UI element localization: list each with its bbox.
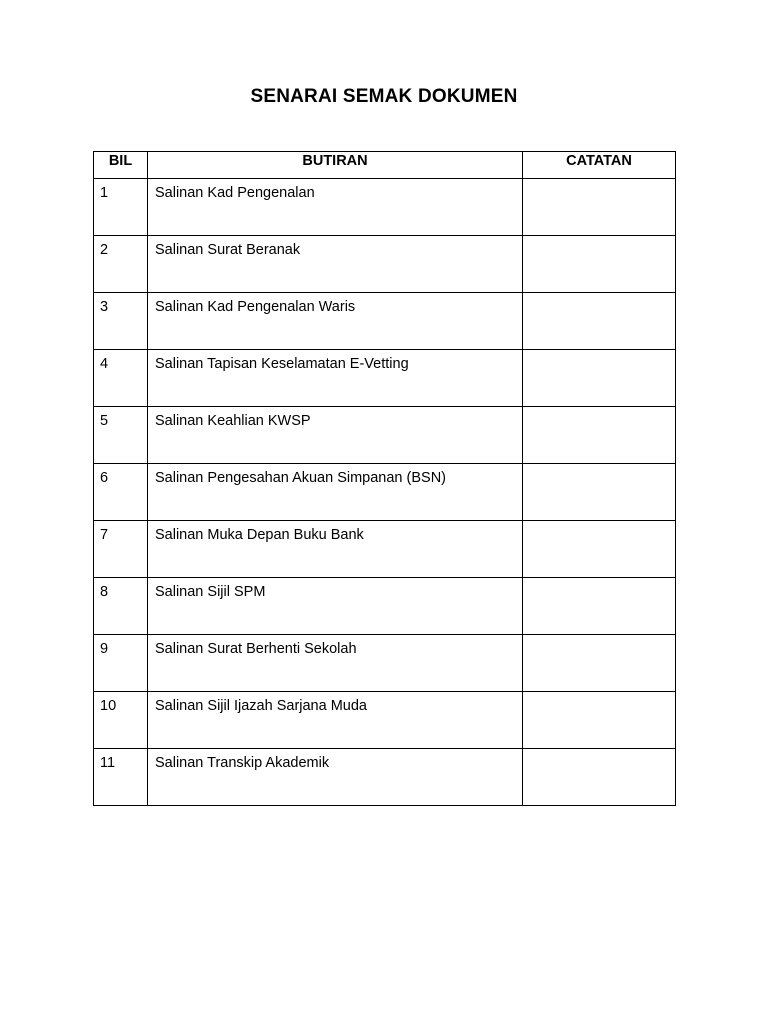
row-item: Salinan Surat Beranak — [148, 236, 523, 293]
row-number: 5 — [94, 407, 148, 464]
table-row — [94, 179, 676, 236]
table-row — [94, 464, 676, 521]
header-catatan: CATATAN — [523, 152, 676, 179]
row-note[interactable] — [523, 578, 676, 635]
row-number: 2 — [94, 236, 148, 293]
row-item: Salinan Kad Pengenalan — [148, 179, 523, 236]
row-item: Salinan Surat Berhenti Sekolah — [148, 635, 523, 692]
checklist-table — [93, 151, 676, 806]
row-note[interactable] — [523, 692, 676, 749]
row-number: 1 — [94, 179, 148, 236]
row-number: 9 — [94, 635, 148, 692]
row-note[interactable] — [523, 350, 676, 407]
row-note[interactable] — [523, 236, 676, 293]
header-butiran: BUTIRAN — [148, 152, 523, 179]
row-item: Salinan Kad Pengenalan Waris — [148, 293, 523, 350]
row-number: 3 — [94, 293, 148, 350]
table-row — [94, 293, 676, 350]
table-row — [94, 350, 676, 407]
row-note[interactable] — [523, 464, 676, 521]
row-item: Salinan Muka Depan Buku Bank — [148, 521, 523, 578]
table-row — [94, 635, 676, 692]
row-note[interactable] — [523, 635, 676, 692]
row-note[interactable] — [523, 407, 676, 464]
table-row — [94, 749, 676, 806]
row-note[interactable] — [523, 179, 676, 236]
table-row — [94, 407, 676, 464]
row-note[interactable] — [523, 521, 676, 578]
table-header-row — [94, 152, 676, 179]
table-row — [94, 692, 676, 749]
row-item: Salinan Sijil Ijazah Sarjana Muda — [148, 692, 523, 749]
row-item: Salinan Transkip Akademik — [148, 749, 523, 806]
row-number: 4 — [94, 350, 148, 407]
table-row — [94, 578, 676, 635]
row-item: Salinan Pengesahan Akuan Simpanan (BSN) — [148, 464, 523, 521]
row-item: Salinan Keahlian KWSP — [148, 407, 523, 464]
row-item: Salinan Sijil SPM — [148, 578, 523, 635]
row-number: 6 — [94, 464, 148, 521]
row-note[interactable] — [523, 749, 676, 806]
row-number: 8 — [94, 578, 148, 635]
row-number: 11 — [94, 749, 148, 806]
table-row — [94, 236, 676, 293]
table-row — [94, 521, 676, 578]
row-note[interactable] — [523, 293, 676, 350]
row-number: 10 — [94, 692, 148, 749]
row-number: 7 — [94, 521, 148, 578]
header-bil: BIL — [94, 152, 148, 179]
row-item: Salinan Tapisan Keselamatan E-Vetting — [148, 350, 523, 407]
page-title: SENARAI SEMAK DOKUMEN — [250, 86, 518, 107]
